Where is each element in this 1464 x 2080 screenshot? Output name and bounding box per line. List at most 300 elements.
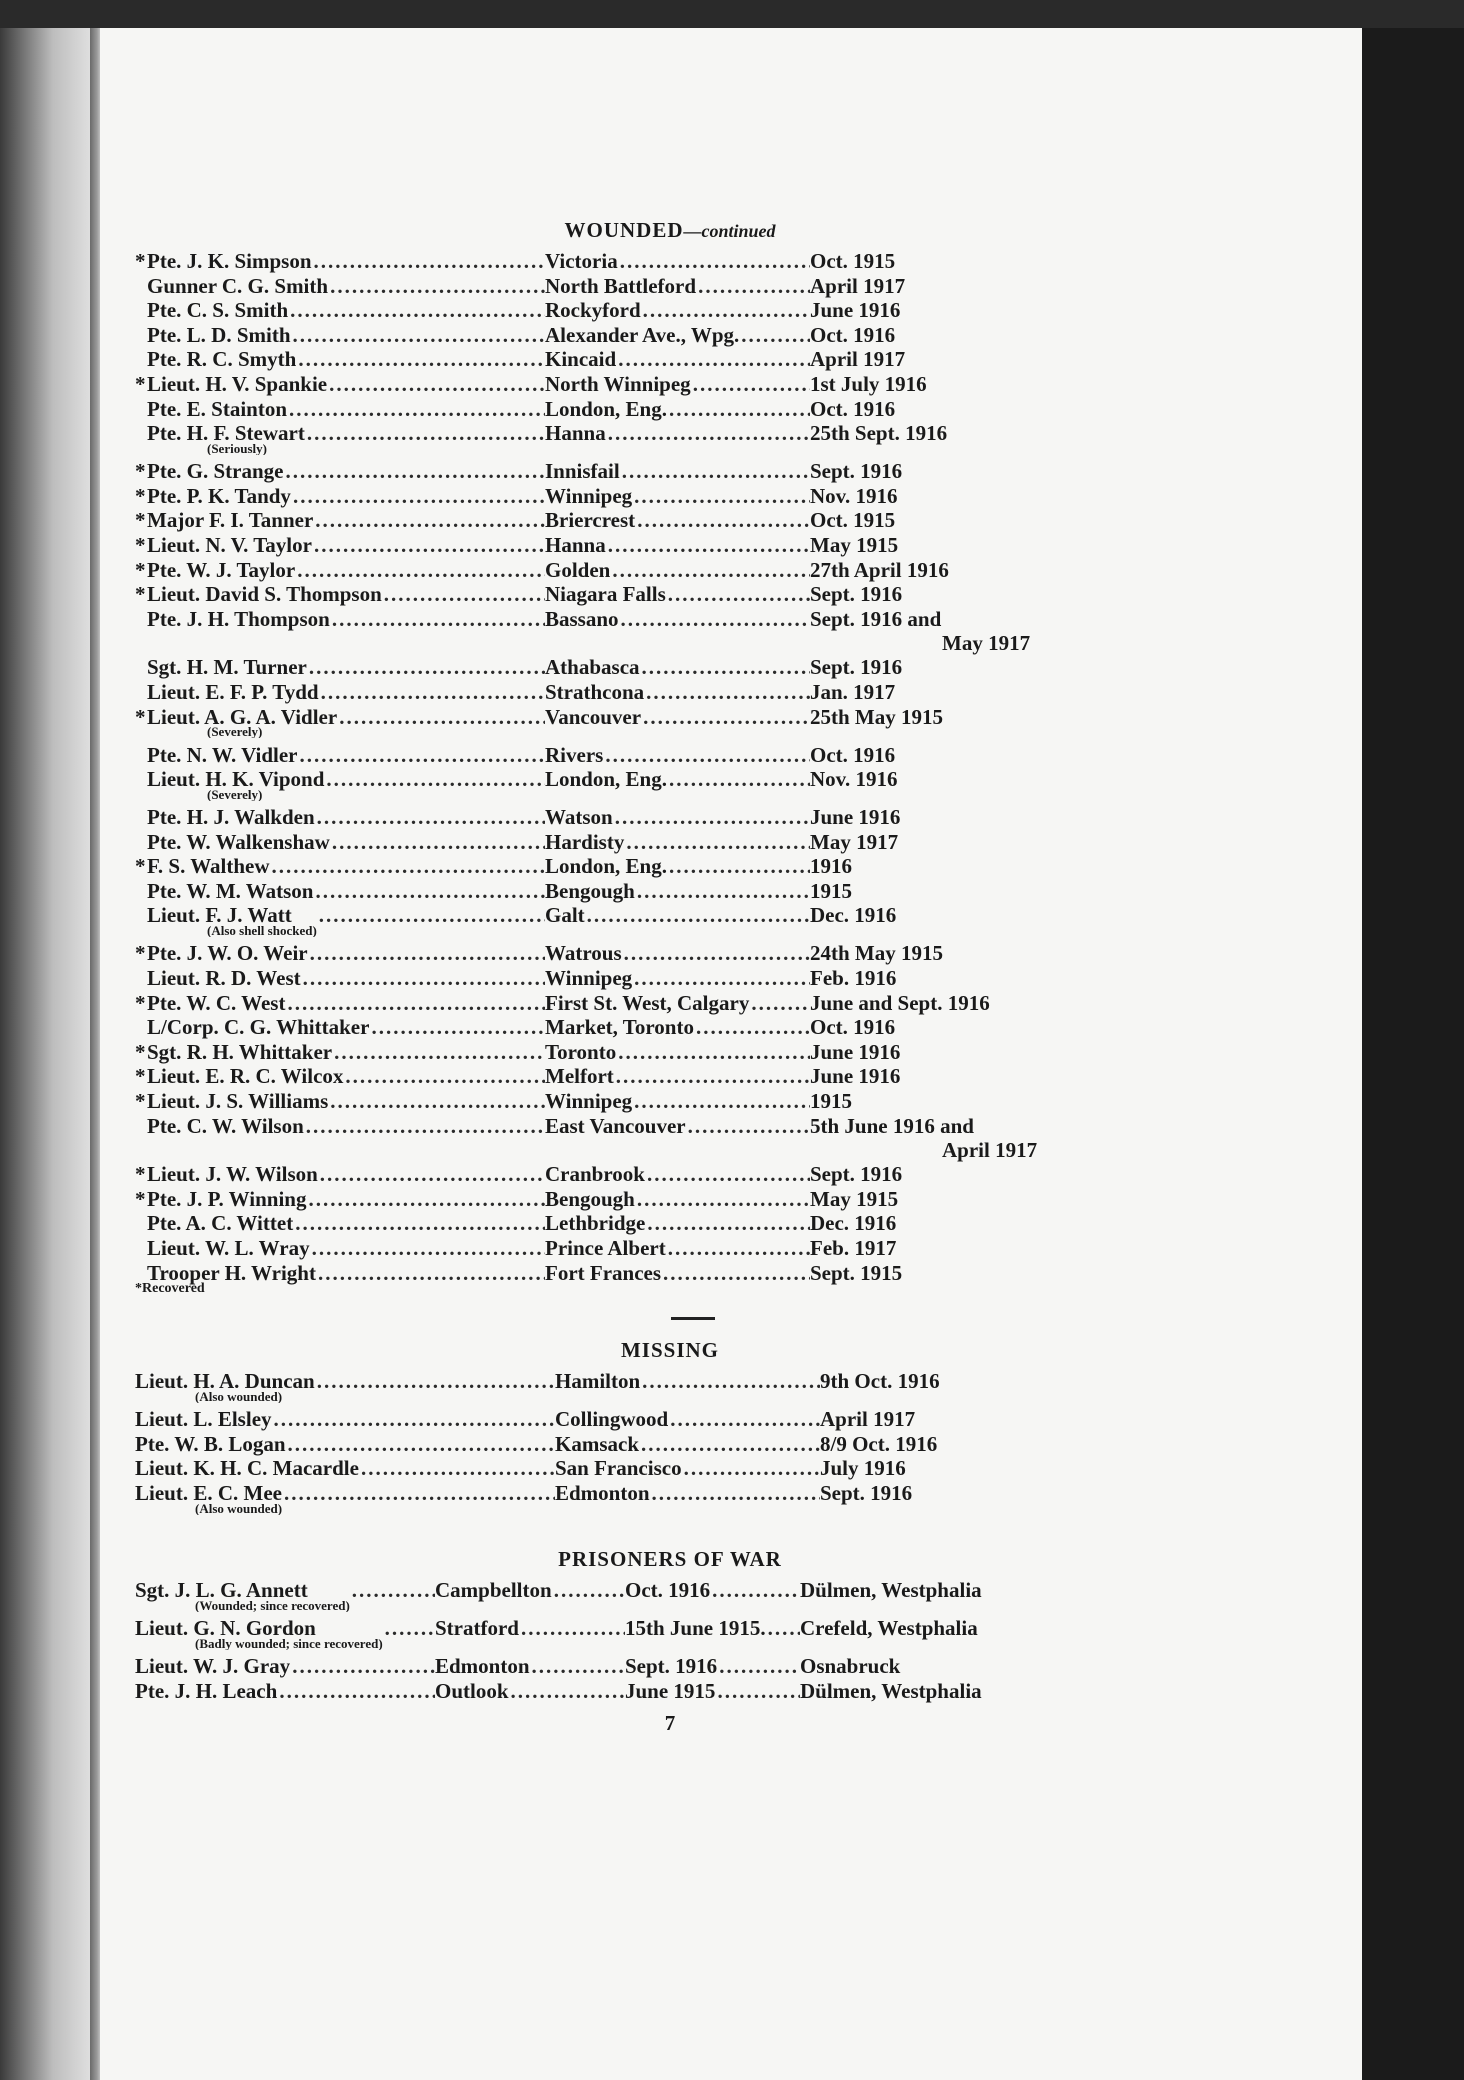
name-cell [135,508,545,533]
name-cell [135,298,545,323]
leader-dots [328,1089,545,1114]
hometown: Galt [545,903,585,928]
soldier-name: Pte. W. J. Taylor [147,557,296,582]
place-cell [545,298,810,323]
table-row [135,705,1160,743]
leader-dots [624,830,810,855]
name-wrap [147,705,337,739]
leader-dots [298,743,546,768]
name-wrap [147,249,312,274]
casualty-note: (Seriously) [207,440,267,455]
hometown: Bassano [545,606,619,631]
name-cell [135,1114,545,1139]
name-wrap [147,274,328,299]
name-wrap [135,1369,315,1403]
leader-dots [613,805,810,830]
leader-dots [283,459,545,484]
hometown: Hardisty [545,829,625,854]
recovered-mark: * [135,508,146,533]
capture-date: June 1915 [625,1678,716,1703]
leader-dots [614,1064,810,1089]
name-wrap [147,854,270,879]
hometown: Winnipeg [545,966,633,991]
place-cell [545,705,810,730]
table-row [135,397,1160,422]
table-row [135,484,1160,509]
hometown: Kincaid [545,347,617,372]
casualty-date: Feb. 1916 [810,966,897,991]
leader-dots [682,1456,820,1481]
recovered-mark: * [135,249,146,273]
leader-dots [640,1369,820,1394]
hometown: London, Eng. [545,854,667,879]
place-cell [435,1578,625,1603]
leader-dots [293,1211,545,1236]
table-row [135,680,1160,705]
table-row [135,1679,1160,1704]
leader-dots [766,1616,800,1641]
name-wrap [147,1236,310,1261]
casualty-date: Oct. 1915 [810,249,896,273]
missing-list [135,1369,1160,1519]
table-row [135,582,1160,607]
recovered-mark: * [135,941,146,966]
name-wrap [147,903,317,937]
hometown: Hanna [545,421,606,446]
casualty-date: June 1916 [810,1039,901,1064]
casualty-date: 25th Sept. 1916 [810,421,948,446]
leader-dots [694,1015,810,1040]
casualty-date: Oct. 1916 [810,396,896,421]
hometown: Rockyford [545,298,641,323]
leader-dots [650,1481,820,1506]
wounded-list [135,249,1160,1285]
leader-dots [324,767,545,792]
soldier-name: Lieut. N. V. Taylor [147,532,312,557]
leader-dots [282,1481,555,1506]
soldier-name: Lieut. J. S. Williams [147,1089,329,1114]
recovered-mark: * [135,704,146,729]
hometown: Alexander Ave., Wpg. [545,322,740,347]
name-cell [135,1679,435,1704]
table-row [135,1407,1160,1432]
name-wrap [135,1456,359,1481]
table-row [135,1578,1160,1616]
place-cell [545,274,810,299]
casualty-date: Jan. 1917 [810,679,896,704]
hometown: Market, Toronto [545,1015,694,1040]
recovered-mark: * [135,1064,146,1089]
soldier-name: Pte. H. F. Stewart [147,421,305,446]
soldier-name: Lieut. L. Elsley [135,1407,272,1432]
soldier-name: Pte. W. B. Logan [135,1431,286,1456]
soldier-name: Pte. G. Strange [147,459,284,484]
place-cell [545,767,810,792]
page-number: 7 [664,1711,676,1736]
soldier-name: Pte. J. W. O. Weir [147,941,308,966]
name-wrap [147,991,285,1016]
soldier-name: Lieut. E. C. Mee [135,1480,282,1505]
leader-dots [317,903,545,928]
leader-dots [645,1162,810,1187]
casualty-note: (Badly wounded; since recovered) [195,1635,383,1650]
casualty-date: Dec. 1916 [810,1211,897,1236]
soldier-name: Pte. J. H. Leach [135,1678,278,1703]
table-row [135,879,1160,904]
place-cell [555,1369,820,1394]
table-row [135,1040,1160,1065]
hometown: Watrous [545,941,622,966]
leader-dots [667,397,810,422]
casualty-date: June 1916 [810,1064,901,1089]
name-wrap [147,1015,369,1040]
casualty-date: April 1917 [810,347,906,372]
leader-dots [291,323,546,348]
casualty-note: (Wounded; since recovered) [195,1597,350,1612]
soldier-name: Pte. J. P. Winning [147,1186,307,1211]
table-row [135,607,1160,632]
name-wrap [147,347,296,372]
leader-dots [382,582,545,607]
hometown: Bengough [545,878,635,903]
soldier-name: Lieut. F. J. Watt [147,903,292,928]
table-row [135,1261,1160,1286]
name-cell [135,1369,555,1403]
name-wrap [147,805,315,830]
soldier-name: Sgt. J. L. G. Annett [135,1577,308,1602]
leader-dots [307,1187,546,1212]
name-cell [135,421,545,455]
recovered-mark: * [135,557,146,582]
leader-dots [618,249,810,274]
place-cell [435,1616,625,1641]
table-row [135,1654,1160,1679]
soldier-name: Pte. C. S. Smith [147,298,289,323]
leader-dots [295,558,545,583]
capture-date-cell [625,1616,800,1641]
leader-dots [307,655,545,680]
place-cell [545,1162,810,1187]
recovered-mark: * [135,371,146,396]
leader-dots [616,347,810,372]
leader-dots [343,1064,545,1089]
casualty-date: 1916 [810,854,852,879]
place-cell [545,743,810,768]
hometown: Hanna [545,532,606,557]
place-cell [545,655,810,680]
soldier-name: Pte. C. W. Wilson [147,1113,304,1138]
soldier-name: F. S. Walthew [147,854,270,879]
name-wrap [147,743,298,768]
recovered-mark: * [135,990,146,1015]
name-cell [135,274,545,299]
casualty-date: June 1916 [810,298,901,323]
soldier-name: Lieut. E. F. P. Tydd [147,679,319,704]
table-row [135,1481,1160,1519]
leader-dots [632,1089,810,1114]
hometown: Stratford [435,1615,519,1640]
name-wrap [147,966,301,991]
table-row [135,767,1160,805]
leader-dots [639,1432,820,1457]
name-cell [135,966,545,991]
casualty-date: Dec. 1916 [810,903,897,928]
name-cell [135,1616,435,1650]
leader-dots [316,1261,545,1286]
leader-dots [312,249,545,274]
place-cell [545,1236,810,1261]
casualty-date-continued: May 1917 [942,631,1031,656]
soldier-name: Pte. W. Walkenshaw [147,829,330,854]
casualty-date: Sept. 1916 [810,655,903,680]
casualty-date: Oct. 1916 [810,742,896,767]
soldier-name: Trooper H. Wright [147,1260,316,1285]
name-wrap [135,1432,286,1457]
place-cell [545,879,810,904]
place-cell [545,854,810,879]
name-cell [135,1187,545,1212]
name-cell [135,607,545,632]
name-wrap [147,421,305,455]
name-wrap [147,1089,328,1114]
leader-dots [285,991,545,1016]
name-cell [135,1162,545,1187]
leader-dots [288,298,545,323]
name-wrap [147,655,307,680]
soldier-name: Lieut. J. W. Wilson [147,1162,318,1187]
name-cell [135,1040,545,1065]
name-cell [135,854,545,879]
name-cell [135,879,545,904]
hometown: Athabasca [545,655,640,680]
name-cell [135,1578,435,1612]
prison-camp: Osnabruck [800,1653,901,1678]
place-cell [545,558,810,583]
casualty-date: Oct. 1916 [810,1015,896,1040]
casualty-date: Sept. 1916 [810,459,903,484]
table-row [135,1369,1160,1407]
scan-top-border [0,0,1464,28]
table-row [135,274,1160,299]
hometown: Rivers [545,742,604,767]
name-cell [135,991,545,1016]
casualty-date-continued: April 1917 [942,1138,1038,1163]
wounded-title [135,218,1160,243]
name-cell [135,805,545,830]
name-wrap [147,582,382,607]
table-row [135,655,1160,680]
recovered-mark: * [135,532,146,557]
hometown: Watson [545,805,613,830]
leader-dots [383,1616,435,1641]
leader-dots [519,1616,625,1641]
leader-dots [686,1114,810,1139]
name-wrap [147,607,330,632]
leader-dots [337,705,545,730]
soldier-name: Pte. W. C. West [147,990,286,1015]
place-cell [545,459,810,484]
casualty-date: 5th June 1916 and [810,1113,974,1138]
soldier-name: Lieut. H. A. Duncan [135,1369,315,1394]
leader-dots [327,372,545,397]
name-cell [135,680,545,705]
place-cell [545,1114,810,1139]
table-row [135,249,1160,274]
recovered-mark: * [135,1162,146,1187]
soldier-name: Pte. P. K. Tandy [147,483,291,508]
recovered-mark: * [135,483,146,508]
table-row [135,558,1160,583]
recovered-footnote: *Recovered [135,1281,205,1297]
leader-dots [603,743,810,768]
table-row [135,1211,1160,1236]
casualty-date: 25th May 1915 [810,704,943,729]
casualty-note: (Also wounded) [195,1500,283,1515]
hometown: Fort Frances [545,1260,662,1285]
hometown: Prince Albert [545,1236,666,1260]
hometown: Niagara Falls [545,582,666,607]
soldier-name: Major F. I. Tanner [147,508,314,533]
leader-dots [296,347,545,372]
place-cell [545,397,810,422]
hometown: East Vancouver [545,1113,686,1138]
leader-dots [332,1040,545,1065]
leader-dots [606,421,810,446]
hometown: Briercrest [545,508,636,533]
casualty-date: June and Sept. 1916 [810,990,990,1015]
name-cell [135,903,545,937]
name-cell [135,1432,555,1457]
leader-dots [632,966,810,991]
name-cell [135,941,545,966]
place-cell [545,966,810,991]
leader-dots [749,991,810,1016]
hometown: London, Eng. [545,767,667,792]
table-row [135,1456,1160,1481]
name-wrap [147,680,319,705]
name-cell [135,1064,545,1089]
place-cell [555,1456,820,1481]
name-cell [135,830,545,855]
soldier-name: Pte. J. K. Simpson [147,249,312,273]
name-wrap [147,1211,293,1236]
table-row [135,966,1160,991]
name-cell [135,533,545,558]
name-wrap [135,1578,350,1612]
name-wrap [147,767,324,801]
casualty-date: Sept. 1916 [810,582,903,607]
name-cell [135,558,545,583]
leader-dots [313,508,545,533]
name-wrap [147,830,330,855]
hometown: Golden [545,557,611,582]
name-cell [135,484,545,509]
prisoners-list [135,1578,1160,1703]
table-row [135,372,1160,397]
place-cell [545,1040,810,1065]
leader-dots [635,1187,810,1212]
leader-dots [619,607,810,632]
place-cell [545,421,810,446]
casualty-note: (Severely) [207,724,263,739]
name-wrap [135,1679,277,1704]
leader-dots [310,1236,545,1261]
leader-dots [277,1679,435,1704]
hometown: Kamsack [555,1431,639,1456]
leader-dots [318,1162,545,1187]
name-wrap [147,879,313,904]
place-cell [555,1407,820,1432]
name-cell [135,1015,545,1040]
leader-dots [350,1578,435,1603]
leader-dots [270,854,545,879]
capture-date: Oct. 1916 [625,1577,711,1602]
name-cell [135,1481,555,1515]
soldier-name: Gunner C. G. Smith [147,273,329,298]
capture-date-cell [625,1654,800,1679]
missing-date: April 1917 [820,1407,916,1432]
soldier-name: Lieut. G. N. Gordon [135,1615,316,1640]
place-cell [545,680,810,705]
hometown: Cranbrook [545,1162,645,1187]
place-cell [545,607,810,632]
soldier-name: Pte. R. C. Smyth [147,347,297,372]
soldier-name: Pte. W. M. Watson [147,878,314,903]
casualty-date: May 1915 [810,1186,899,1211]
leader-dots [330,607,545,632]
table-row [135,459,1160,484]
place-cell [545,941,810,966]
soldier-name: Lieut. David S. Thompson [147,582,382,607]
soldier-name: Pte. H. J. Walkden [147,805,315,830]
leader-dots [305,421,545,446]
leader-dots [622,941,810,966]
page-content [135,218,1160,1736]
casualty-date: 1st July 1916 [810,371,927,396]
leader-dots [319,680,545,705]
name-wrap [147,1162,318,1187]
leader-dots [552,1578,625,1603]
missing-date: 9th Oct. 1916 [820,1369,940,1394]
table-row [135,903,1160,941]
casualty-note: (Also wounded) [195,1388,283,1403]
leader-dots [632,484,810,509]
capture-date: Sept. 1916 [625,1653,718,1678]
name-cell [135,767,545,801]
leader-dots [710,1578,800,1603]
soldier-name: Lieut. E. R. C. Wilcox [147,1064,344,1089]
leader-dots [315,1369,555,1394]
leader-dots [530,1654,625,1679]
soldier-name: Pte. A. C. Wittet [147,1211,294,1236]
name-wrap [147,1187,307,1212]
leader-dots [640,655,810,680]
prison-camp: Dülmen, Westphalia [800,1577,982,1602]
leader-dots [635,508,810,533]
prison-camp: Dülmen, Westphalia [800,1678,982,1703]
hometown: Winnipeg [545,1089,633,1114]
name-cell [135,655,545,680]
table-row [135,1089,1160,1114]
scan-right-border [1362,28,1464,2080]
table-row [135,298,1160,323]
casualty-date: May 1915 [810,532,899,557]
soldier-name: Pte. L. D. Smith [147,322,291,347]
name-cell [135,1456,555,1481]
leader-dots [330,830,545,855]
name-cell [135,397,545,422]
recovered-mark: * [135,1186,146,1211]
